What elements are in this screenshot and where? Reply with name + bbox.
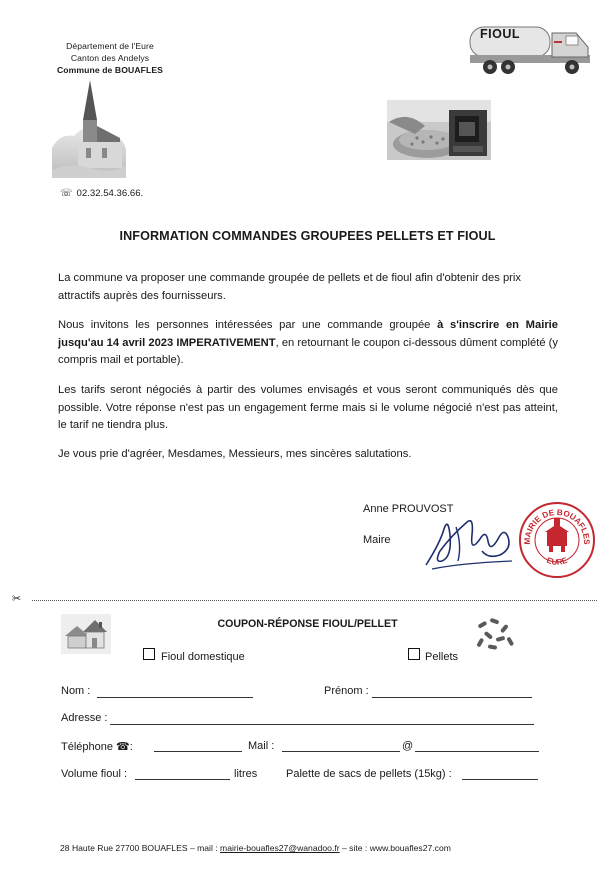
paragraph-invitation (58, 317, 558, 370)
mairie-stamp (517, 500, 597, 580)
pellets-checkbox[interactable] (408, 648, 420, 660)
paragraph-salutations: Je vous prie d'agréer, Mesdames, Messieurs, mes sincères salutations. (58, 448, 412, 460)
nom-field[interactable] (97, 697, 253, 698)
coupon-title: COUPON-RÉPONSE FIOUL/PELLET (217, 618, 398, 630)
pellets-label: Pellets (425, 651, 459, 663)
adresse-label: Adresse : (61, 712, 108, 724)
telephone-field[interactable] (154, 751, 242, 752)
paragraph-intro: La commune va proposer une commande groupée de pellets et de fioul afin d'obtenir des prix attractifs auprès des fournisseurs. (58, 272, 521, 302)
canton-name: Canton des Andelys (70, 53, 150, 63)
volume-field[interactable] (135, 779, 230, 780)
invitation-text-end: , en retournant le coupon ci-dessous dûment complété (y compris mail et portable). (58, 336, 558, 366)
footer-site-link[interactable]: www.bouafles27.com (369, 843, 451, 853)
church-icon (50, 78, 128, 178)
telephone-label-row (61, 740, 133, 753)
footer-site-separator: – site : (339, 843, 370, 853)
signatory-role: Maire (363, 534, 391, 546)
palette-field[interactable] (462, 779, 538, 780)
telephone-label: Téléphone (61, 740, 113, 753)
option-pellets[interactable] (408, 648, 459, 663)
fioul-checkbox[interactable] (143, 648, 155, 660)
mail-label: Mail : (248, 740, 275, 752)
prenom-field[interactable] (372, 697, 532, 698)
scissors-icon: ✂ (12, 593, 22, 605)
handwritten-signature (422, 505, 522, 575)
invitation-text-start: Nous invitons les personnes intéressées par une commande groupée (58, 319, 438, 331)
adresse-field[interactable] (110, 724, 534, 725)
mail-at-sign: @ (402, 740, 414, 752)
phone-icon: ☏ (60, 188, 73, 199)
stamp-bottom-text: EURE (545, 555, 569, 567)
option-fioul[interactable] (143, 648, 245, 663)
paragraph-tarifs: Les tarifs seront négociés à partir des volumes envisagés et vous seront communiqués dès que possible. Votre réponse n'est pas un engagement ferme mais si le volume négocié n'est pas atteint, le tarif ne tiendra plus. (58, 384, 558, 431)
nom-label: Nom : (61, 685, 91, 697)
cut-line (32, 600, 597, 601)
footer-address: 28 Haute Rue 27700 BOUAFLES – mail : (60, 843, 221, 853)
mail-field-domain[interactable] (415, 751, 539, 752)
pellet-stove-photo (387, 100, 491, 160)
truck-label: FIOUL (480, 27, 520, 41)
stamp-top-text: MAIRIE DE BOUAFLES (522, 507, 592, 545)
telephone-colon: : (129, 740, 133, 753)
footer (60, 843, 451, 853)
phone-row (60, 188, 143, 199)
mail-field-user[interactable] (282, 751, 400, 752)
signatory-name: Anne PROUVOST (363, 503, 454, 515)
document-title: INFORMATION COMMANDES GROUPEES PELLETS ET FIOUL (119, 229, 496, 243)
deadline-text: à s'inscrire en Mairie jusqu'au 14 avril 2023 IMPERATIVEMENT (58, 319, 559, 349)
pellets-icon (470, 613, 520, 653)
telephone-icon: ☎ (116, 741, 130, 753)
svg-text:EURE (545, 556, 569, 567)
department-name: Département de l'Eure (66, 41, 154, 51)
header-block (48, 40, 172, 76)
volume-label: Volume fioul : (61, 768, 128, 780)
phone-number: 02.32.54.36.66. (76, 188, 144, 199)
commune-name: Commune de BOUAFLES (57, 65, 163, 75)
fioul-label: Fioul domestique (161, 651, 245, 663)
footer-email-link[interactable]: mairie-bouafles27@wanadoo.fr (220, 843, 340, 853)
volume-unit: litres (234, 768, 258, 780)
palette-label: Palette de sacs de pellets (15kg) : (286, 768, 452, 780)
prenom-label: Prénom : (324, 685, 369, 697)
